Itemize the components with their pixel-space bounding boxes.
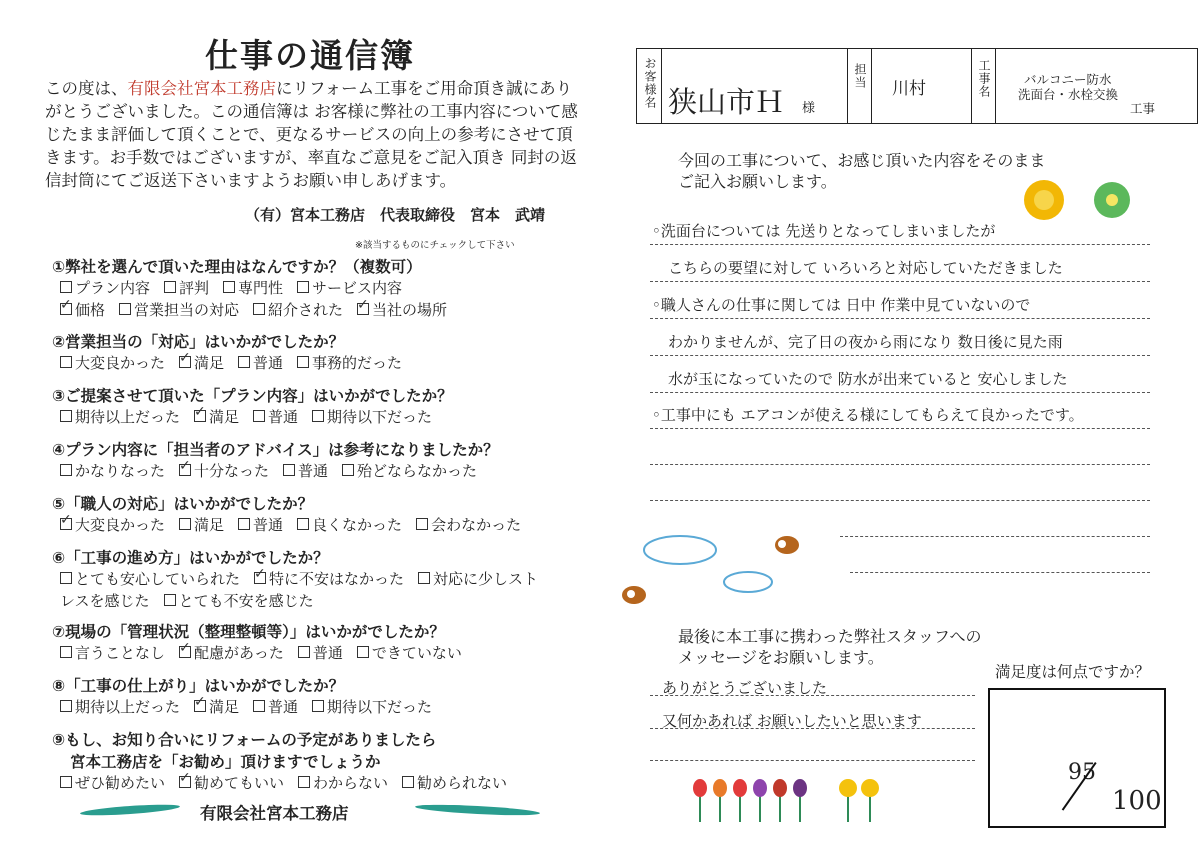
option-row [60, 568, 552, 589]
option[interactable] [223, 279, 283, 297]
staff-label-cell [847, 49, 872, 123]
checkbox-icon[interactable] [416, 518, 428, 530]
option-label: 期待以下だった [327, 698, 433, 716]
comment-rule [650, 464, 1150, 465]
comment-rule [650, 500, 1150, 501]
option-label: 当社の場所 [372, 301, 448, 319]
option[interactable] [164, 279, 209, 297]
decorative-brush-left [80, 803, 180, 818]
message-rule [650, 760, 975, 761]
option[interactable] [342, 462, 477, 480]
option[interactable] [253, 301, 343, 319]
comment-rule [650, 355, 1150, 356]
question-title: ⑧「工事の仕上がり」はいかがでしたか？ [52, 677, 345, 695]
option-row [60, 514, 535, 535]
checked-box-icon[interactable] [179, 646, 191, 658]
option-label: 期待以上だった [75, 698, 181, 716]
message-prompt-line1: 最後に本工事に携わった弊社スタッフへの [678, 627, 982, 646]
option[interactable] [238, 354, 283, 372]
signature: （有）宮本工務店 代表取締役 宮本 武靖 [245, 206, 546, 224]
option-label: とても安心していられた [75, 570, 241, 588]
option-label: 満足 [209, 408, 240, 426]
option[interactable] [254, 570, 404, 588]
comment-line: 水が玉になっていたので 防水が出来ていると 安心しました [668, 370, 1068, 388]
option-label: 言うことなし [75, 644, 166, 662]
checked-box-icon[interactable] [60, 518, 72, 530]
checked-box-icon[interactable] [179, 356, 191, 368]
intro-body: にリフォーム工事をご用命頂き誠にありがとうございました。この通信簿は お客様に弊社の工事内容について感じたまま評価して頂くことで、更なるサービスの向上の参考にさせて頂きます。お手数ではございますが、率直なご意見をご記入頂き 同封の返信封筒にてご返送下さいますようお願い申しあげます。 [45, 79, 578, 190]
option-row [60, 642, 476, 663]
customer-label-cell [637, 49, 662, 123]
customer-honorific: 様 [802, 101, 816, 116]
comment-line: こちらの要望に対して いろいろと対応していただきました [668, 259, 1063, 277]
checkbox-icon[interactable] [60, 356, 72, 368]
option[interactable] [60, 354, 165, 372]
option-label: 勧めてもいい [194, 774, 285, 792]
checkbox-icon[interactable] [298, 776, 310, 788]
comment-line: ◦工事中にも エアコンが使える様にしてもらえて良かったです。 [652, 406, 1084, 424]
checkbox-icon[interactable] [238, 518, 250, 530]
comment-rule [650, 244, 1150, 245]
option-label: 満足 [209, 698, 240, 716]
option[interactable] [402, 774, 507, 792]
option[interactable] [60, 570, 240, 588]
option-row [60, 277, 416, 298]
option-label: 評判 [179, 279, 210, 297]
option-label: 普通 [253, 516, 284, 534]
page-title: 仕事の通信簿 [205, 36, 415, 75]
option-label: 満足 [194, 354, 225, 372]
option[interactable] [253, 408, 298, 426]
checkbox-icon[interactable] [298, 646, 310, 658]
option-label: 大変良かった [75, 516, 166, 534]
option[interactable] [297, 279, 402, 297]
checked-box-icon[interactable] [194, 410, 206, 422]
checkbox-icon[interactable] [60, 776, 72, 788]
intro-paragraph [45, 77, 585, 192]
sunflower-icon [1024, 180, 1064, 220]
option-label: 紹介された [268, 301, 344, 319]
option[interactable] [60, 462, 165, 480]
work-label: 工事名 [977, 59, 991, 98]
checkbox-icon[interactable] [238, 356, 250, 368]
checkbox-icon[interactable] [253, 303, 265, 315]
option[interactable] [179, 354, 224, 372]
option[interactable] [418, 570, 538, 588]
option-row [60, 772, 521, 793]
option-label: 営業担当の対応 [134, 301, 240, 319]
decorative-brush-right [415, 803, 540, 818]
option[interactable] [416, 516, 521, 534]
option-row [60, 406, 446, 427]
checkbox-icon[interactable] [402, 776, 414, 788]
question-title: ⑤「職人の対応」はいかがでしたか？ [52, 495, 314, 513]
tulips-icon [688, 772, 888, 826]
option-label: 十分なった [194, 462, 270, 480]
checkbox-icon[interactable] [312, 410, 324, 422]
comment-prompt-line1: 今回の工事について、お感じ頂いた内容をそのまま [678, 151, 1046, 170]
checkbox-icon[interactable] [357, 646, 369, 658]
option[interactable] [179, 516, 224, 534]
checked-box-icon[interactable] [357, 303, 369, 315]
option-row [60, 299, 461, 320]
check-note: ※該当するものにチェックして下さい [355, 240, 515, 251]
option-label: できていない [371, 644, 462, 662]
message-line: ありがとうございました [662, 679, 828, 697]
option[interactable] [298, 644, 343, 662]
option-label: プラン内容 [75, 279, 151, 297]
option[interactable] [60, 301, 105, 319]
bird-icon [770, 532, 804, 558]
checkbox-icon[interactable] [253, 410, 265, 422]
checkbox-icon[interactable] [297, 281, 309, 293]
checkbox-icon[interactable] [223, 281, 235, 293]
option-label: 大変良かった [75, 354, 166, 372]
option[interactable] [283, 462, 328, 480]
checked-box-icon[interactable] [60, 303, 72, 315]
option[interactable] [60, 408, 180, 426]
comment-rule [840, 536, 1150, 537]
question-title: ②営業担当の「対応」はいかがでしたか？ [52, 333, 345, 351]
option[interactable] [312, 698, 432, 716]
option-label: かなりなった [75, 462, 166, 480]
option-label: 配慮があった [194, 644, 284, 662]
checkbox-icon[interactable] [119, 303, 131, 315]
option[interactable] [60, 644, 165, 662]
checkbox-icon[interactable] [60, 646, 72, 658]
option-label: 普通 [298, 462, 329, 480]
option-label: サービス内容 [312, 279, 403, 297]
checked-box-icon[interactable] [179, 776, 191, 788]
green-flower-icon [1094, 182, 1130, 218]
option-row [60, 460, 491, 481]
checkbox-icon[interactable] [297, 518, 309, 530]
message-prompt-line2: メッセージをお願いします。 [678, 648, 884, 667]
question-title: ③ご提案させて頂いた「プラン内容」はいかがでしたか？ [52, 387, 453, 405]
option-row [60, 352, 416, 373]
comment-rule [650, 281, 1150, 282]
option-label: 会わなかった [431, 516, 522, 534]
work-name-suffix: 工事 [1130, 101, 1156, 116]
question-title: ⑦現場の「管理状況（整理整頓等）」はいかがでしたか？ [52, 623, 445, 641]
option-label: 期待以上だった [75, 408, 181, 426]
option[interactable] [179, 774, 284, 792]
checkbox-icon[interactable] [164, 594, 176, 606]
option[interactable] [179, 644, 284, 662]
option[interactable] [164, 592, 314, 610]
checkbox-icon[interactable] [60, 700, 72, 712]
option-label: 普通 [268, 698, 299, 716]
option-label: 専門性 [238, 279, 284, 297]
option-label: わからない [313, 774, 389, 792]
question-title: ④プラン内容に「担当者のアドバイス」は参考になりましたか？ [52, 441, 499, 459]
option[interactable] [253, 698, 298, 716]
option[interactable] [357, 644, 462, 662]
customer-name: 狭山市Ｈ [668, 85, 785, 119]
option-label: ぜひ勧めたい [75, 774, 166, 792]
option[interactable] [60, 774, 165, 792]
option[interactable] [119, 301, 239, 319]
intro-lead: この度は、 [45, 79, 128, 98]
option-label: 満足 [194, 516, 225, 534]
option[interactable] [60, 698, 180, 716]
checked-box-icon[interactable] [194, 700, 206, 712]
intro-company: 有限会社宮本工務店 [127, 79, 276, 98]
checked-box-icon[interactable] [179, 464, 191, 476]
footer-company: 有限会社宮本工務店 [200, 804, 349, 823]
question-title-line2: 宮本工務店を「お勧め」頂けますでしょうか [70, 753, 381, 771]
score-label: 満足度は何点ですか？ [995, 663, 1151, 681]
comment-rule [850, 572, 1150, 573]
staff-name: 川村 [892, 79, 926, 99]
option-row [60, 696, 446, 717]
checkbox-icon[interactable] [312, 700, 324, 712]
checkbox-icon[interactable] [253, 700, 265, 712]
work-name-line2: 洗面台・水栓交換 [1018, 87, 1119, 102]
flowers-icon [1022, 178, 1142, 224]
work-label-cell [971, 49, 996, 123]
option-row [60, 590, 328, 611]
question-title: ①弊社を選んで頂いた理由はなんですか？（複数可） [52, 258, 422, 276]
option[interactable] [312, 408, 432, 426]
option[interactable] [60, 592, 150, 610]
checkbox-icon[interactable] [342, 464, 354, 476]
option-label: 勧められない [417, 774, 508, 792]
option-label: 普通 [268, 408, 299, 426]
comment-prompt-line2: ご記入お願いします。 [678, 172, 837, 191]
comment-line: ◦職人さんの仕事に関しては 日中 作業中見ていないので [652, 296, 1031, 314]
option-label: 価格 [75, 301, 106, 319]
score-max: 100 [1112, 786, 1162, 816]
checkbox-icon[interactable] [297, 356, 309, 368]
option-label: 期待以下だった [327, 408, 433, 426]
checkbox-icon[interactable] [60, 572, 72, 584]
comment-rule [650, 428, 1150, 429]
option-label: 特に不安はなかった [269, 570, 405, 588]
comment-line: わかりませんが、完了日の夜から雨になり 数日後に見た雨 [668, 333, 1063, 351]
comment-line: ◦洗面台については 先送りとなってしまいましたが [652, 222, 996, 240]
option[interactable] [297, 516, 402, 534]
work-name-line1: バルコニー防水 [1024, 72, 1112, 87]
question-title: ⑥「工事の進め方」はいかがでしたか？ [52, 549, 329, 567]
option[interactable] [194, 408, 239, 426]
option-label: 対応に少しスト [433, 570, 539, 588]
comment-rule [650, 318, 1150, 319]
option-label: 事務的だった [312, 354, 403, 372]
option[interactable] [298, 774, 388, 792]
checkbox-icon[interactable] [60, 410, 72, 422]
option[interactable] [179, 462, 269, 480]
option[interactable] [60, 279, 150, 297]
option-label: 良くなかった [312, 516, 403, 534]
option[interactable] [238, 516, 283, 534]
score-value: 95 [1068, 760, 1096, 785]
checkbox-icon[interactable] [418, 572, 430, 584]
checkbox-icon[interactable] [179, 518, 191, 530]
option-label: とても不安を感じた [178, 592, 314, 610]
option-label-continued: レスを感じた [60, 592, 150, 610]
comment-rule [650, 392, 1150, 393]
option-label: 普通 [253, 354, 284, 372]
option-label: 殆どならなかった [357, 462, 478, 480]
checkbox-icon[interactable] [164, 281, 176, 293]
checkbox-icon[interactable] [283, 464, 295, 476]
question-title: ⑨もし、お知り合いにリフォームの予定がありましたら [52, 731, 437, 749]
checked-box-icon[interactable] [254, 572, 266, 584]
bird-icon [617, 582, 651, 608]
staff-label: 担当 [853, 63, 867, 89]
option[interactable] [194, 698, 239, 716]
checkbox-icon[interactable] [60, 464, 72, 476]
customer-label: お客様名 [643, 57, 657, 109]
message-line: 又何かあれば お願いしたいと思います [662, 712, 922, 730]
option[interactable] [357, 301, 447, 319]
checkbox-icon[interactable] [60, 281, 72, 293]
option-label: 普通 [312, 644, 343, 662]
option[interactable] [60, 516, 165, 534]
option[interactable] [297, 354, 402, 372]
